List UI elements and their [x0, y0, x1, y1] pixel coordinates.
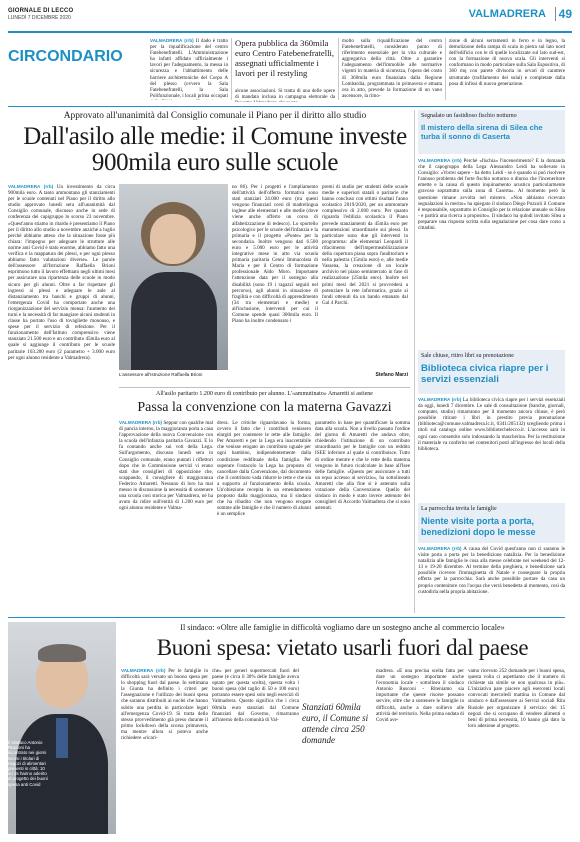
sidebar-item3-header	[418, 503, 565, 543]
dateline: VALMADRERA (rrb)	[119, 420, 163, 425]
sidebar-item2-header	[418, 350, 565, 394]
gavazzi-col2: drera. Le critiche riguardavano la forma, ovvero il fatto che i contributi venissero elargiti per contenere le rette alle famiglie. Per Amaretti e per la Lega era inaccettabile che venisse erogato un contributo uguale per ogni bambino, indipendentemente dalla condizione reddituale della famiglia. Per superare l'ostacolo la Lega ha proposto di cancellare dalla Convenzione, dal documento che il contributo vada ridurre le rette e che sia a supporto al funzionamento della scuola. Un'obiezione recepita in un emendamento proposto dalla maggioranza, ma il sindaco che ha ribadito che non vengono erogate somme alle famiglie e che il numero di alunni è un semplice	[217, 420, 311, 518]
pull-quote: Stanziati 60mila euro, il Comune si attende circa 250 domande	[302, 702, 369, 745]
sindaco-photo-caption: Il sindaco Antonio Rusconi ha incontrato nei giorni scorsi i titolari di negozi di alimentari presenti in città: 10 su 15 hanno aderito al progetto dei buoni spesa anti Covid	[8, 740, 48, 787]
top-story-col3: alcune associazioni. Si tratta di una delle opere di mandato inclusa in campagna elettorale da	[235, 88, 335, 101]
sidebar-divider	[414, 110, 415, 613]
dateline: VALMADRERA (rrb)	[8, 184, 54, 189]
section-name: VALMADRERA	[468, 8, 546, 20]
bottom-story-col1: VALMADRERA (rrb) Per le famiglie in difficoltà sarà versato un buono spesa per lo shopping fuori dal paese. In settimana la Giunta ha definito i criteri per l'assegnazione e l'utilizzo dei buoni spesa che saranno distribuiti ai nuclei che hanno subito una perdita in particolare legati all'emergenza Covid-19. Si tratta dello stesso provvedimento già preso durante il primo lockdown della scorsa primavera, ma mentre allora si poteva anche richiedere «ricari-	[121, 668, 208, 742]
sidebar-item3-title: Niente visite porta a porta, benedizioni dopo le messe	[421, 516, 536, 537]
column-divider	[338, 38, 339, 100]
main-story-headline: Dall'asilo alle medie: il Comune investe 900mila euro sulle scuole	[23, 123, 407, 176]
sidebar-item1-title: Il mistero della sirena di Silea che turba il sonno di Caserta	[421, 123, 543, 141]
main-story-overline: Approvato all'unanimità dal Consiglio comunale il Piano per il diritto allo studio	[63, 111, 367, 121]
dateline: VALMADRERA (rrb)	[418, 158, 462, 163]
bottom-story-col4: vamo ricevuto 252 domande per i buoni spesa, questa volta ci aspettiamo che il numero di richieste sia simile se non qualcosa in più». L'iniziativa pare piacere agli esercenti locali convocati mercoledì mattina in Comune dal sindaco e dall'assessore ai Servizi sociali Rita Rusiole per organizzare il servizio: dei 15 negozi che si occupano di vendere alimenti o beni di prima necessità, 10 hanno già dato la loro adesione al progetto.	[468, 668, 565, 729]
portrait-tie	[56, 718, 68, 758]
main-story-col3: premi di studio per studenti delle scuole medie e superiori statali o paritarie che hanno concluso con ottimi risultati l'anno scolastico 2019/2020, per un ammontare complessivo di 2.000 euro. Per quanto riguarda l'edilizia scolastica il Piano prevede stanziamenti da 45mila euro per manutenzioni straordinarie sui plessi. In particolare sono due gli interventi in programma: alle elementari Leopardi il rifacimento dell'impermeabilizzazione della copertura piana sopra l'auditorium e nella palestra (15mila euro) e, alle medie Vassena, la creazione di un locale archivio nel piano seminterrato in fase di realizzazione (25mila euro). Inoltre nei primi mesi del 2021 si provvederà a potenziare la rete informatica, grazie ai fondi ottenuti da un bando emanato dal Gal 4 Parchi.	[322, 184, 408, 306]
sindaco-photo	[8, 622, 116, 834]
page-number: 49	[555, 7, 572, 21]
portrait-body	[131, 272, 217, 370]
assessore-photo-caption: L'assessore all'Istruzione Raffaella Brioni	[119, 372, 203, 377]
main-story-col2: no 86). Per i progetti e l'ampliamento dell'attività dell'offerta formativa sono stati stanziati 24.000 euro (tra questi vengono finanziati corsi di madrelingua inglese alle elementari e alle medie (dove viene anche offerto un corso di alfabetizzazione di tedesco). Lo sportello psicologico per le scuole dell'infanzia e la primaria e il progetto «Ponte» per la secondaria. Inoltre vengono dati 6.500 euro e 5.000 euro per le attività integrative mese in atto via scuola primaria paritaria Cenni Immacolata di Maria e per il Centro di formazione professionale Aldo Moro. Importante l'attenzione data per il sostegno alla disabilità (sono 19 i ragazzi seguiti nel percorso), agli alunni in situazione di fragilità e con difficoltà di apprendimento (34 tra elementari e medie) e all'inclusione, interventi per cui il Comune spende quasi 300mila euro. Il Piano ha inoltre condensato i	[232, 184, 318, 325]
section-rule	[8, 106, 565, 107]
column-divider	[445, 38, 446, 100]
portrait-hair	[38, 644, 86, 662]
section-rule	[8, 617, 565, 618]
dateline: VALMADRERA (rrb)	[121, 668, 166, 673]
masthead-rule	[8, 31, 572, 33]
dateline: VALMADRERA (rrb)	[150, 38, 194, 43]
story-rule	[119, 387, 410, 388]
bottom-story-overline: Il sindaco: «Oltre alle famiglie in difficoltà vogliamo dare un sostegno anche al commercio locale»	[180, 623, 505, 632]
sidebar-item1-header	[418, 110, 565, 154]
dateline: VALMADRERA (rrb)	[418, 397, 462, 402]
sidebar-item2-kicker: Sale chiuse, ritiro libri su prenotazione	[421, 353, 514, 359]
bottom-story-col2: che» per generi supermercati fuori del paese (e circa il 30% delle famiglie aveva optato per questa scelta), questa volta i buoni spesa (del taglio di 50 e 100 euro) potranno essere spesi solo negli esercizi di Valmadrera. Questo significa che i circa 60mila euro stanziati dal Comune finanziati dal Governo, rimarranno all'interno della comunità di Val-	[212, 668, 299, 723]
circondario-block	[8, 34, 148, 84]
gavazzi-overline: All'asilo paritario 1.200 euro di contributo per alunno. L'«ammutinato» Amaretti si astiene	[156, 391, 373, 397]
gavazzi-col3: parametro in base per quantificare la somma data alla scuola. Non a livello passato l'ordine del giorno di Amaretti che andava oltre, chiedendo l'istituzione di un contributo straordinario per le famiglie con un reddito ISEE inferiore al quale si contribuisce. Tutto di ordine mentre e che le rette della materna vengono in futuro ricalcolate in base all'Isee delle famiglie. «Questo per assicurare a tutti un equo accesso al servizio», ha sottolineato Amaretti che alla fine si è astenuto sulla votazione della Convenzione. Quello del sindaco in modo è stato invece astenuto dei consiglieri di Accordo Valmadrera che si sono astenuti.	[315, 420, 410, 512]
sidebar-item2-title: Biblioteca civica riapre per i servizi essenziali	[421, 363, 549, 385]
assessore-photo	[119, 184, 228, 370]
bottom-story-col3: madrera. «È una precisa scelta fatta per dare un sostegno importante anche l'economia locale - sottolinea il sindaco Antonio Rusconi - Riteniamo sia importante che queste risorse possano servire, oltre che a sostenere le famiglie in difficoltà, anche a dare sollievo alle attività del territorio. Nella prima ondata di Covid ave-	[376, 668, 464, 723]
dateline: VALMADRERA (rrb)	[418, 546, 462, 551]
main-story-col1: VALMADRERA (rrb) Un investimento da circa 900mila euro. A tanto ammontano gli stanziamenti per le scuole contenuti nel Piano per il diritto allo studio approvato lunedì sera all'unanimità dal Consiglio comunale, discusso anche in sede di conferenza dei capigruppo lo scorso 23 novembre. «Quest'anno stiamo in ritardo è presentiamo il Piano per il diritto allo studio a novembre anziché a luglio perché abbiamo atteso che la situazione fosse più chiara: l'impegno per adeguare le strutture alle norme anti Covid è stato enorme, abbiamo fatto una verifica e la mappatura dei plessi, e per ogni plesso abbiamo fatto valutazioni diverse». Le parole dell'assessore all'Istruzione Raffaella Brioni esprimono tutto il lavoro effettuato negli ultimi mesi per assicurare una ripartenza delle scuole in modo sicuro per gli alunni. Oltre a far rispettare gli ingressi ai plessi e adeguare le aule al distanziamento tra banchi e gruppi di alunni, l'emergenza Covid ha comportato anche una riorganizzazione del servizio mensa: l'aumento dei turni e la necessità di far mangiare alcuni studenti in classe ha portato l'uso di tovagliette monouso, e spese per il servizio di refezione. Per il funzionamento dell'Istituto comprensivo viene stanziato 21.500 euro e un contributo 45mila euro al quale si aggiunge il contributo per le scuole paritarie 103.200 euro (2 parametro + 3.000 euro per ogni alunno residente a Valmadrera).	[8, 184, 115, 361]
gavazzi-headline: Passa la convenzione con la materna Gavazzi	[137, 400, 392, 415]
top-story-lead: VALMADRERA (rrb) Il dado è tratto per la riqualificazione del centro Fatebenefratelli. L'Amministrazione ha infatti affidato ufficialmente i lavori per l'adeguamento, la messa in sicurezza e l'abbattimento delle barriere architettoniche del Corpo A del plesso (ovvero la Sala Fatebenefratelli, la Sala Polifunzionale, i locali prima occupati	[150, 38, 228, 99]
column-divider	[231, 38, 232, 100]
publication-date: LUNEDÌ 7 DICEMBRE 2020	[8, 15, 71, 21]
sidebar-item1-body: VALMADRERA (rrb) Perché «fischia» l'incenerimento? È la domanda che il capogruppo della Lega Alessandro Leidi ha sollevato in Consiglio: «Vorrei sapere - ha detto Leidi - se è quando si può risolvere l'annoso problema del forte fischio notturno o diurno che l'inceneritore emette e la causa di questo inquinamento acustico particolarmente gravoso soprattutto sulla zona di Caserta». Al momento però la questione rimane avvolta nel mistero. «Non abbiamo ricevuto segnalazioni in merito» ha spiegato il sindaco Diego Pozzoli il Comune è responsabile, soprattutto in Consiglio per la relazione annuale su Silea - e partirà una ricerca a proposito». Il sindaco ha quindi invitato Silea a preparare una risposta scritta sulla segnalazione per cosa dare corso a cittadini.	[418, 158, 565, 232]
section-label: CIRCONDARIO	[8, 48, 123, 65]
publication-name: GIORNALE DI LECCO	[8, 8, 74, 14]
top-story-col4: molto sulla riqualificazione del centro Fatebenefratelli, considerato punto di riferimento essenziale per la vita culturale e aggregativa della città. Oltre a garantire l'adeguamento dell'immobile alle normative vigenti in materia di sicurezza, l'opera del costo di 360mila euro finanziata dalla Regione Lombardia, programmata in primavera e attuata ora in atto, prevede la formazione di un vano ascensore, la rimo-	[342, 38, 442, 99]
top-story-col5: zione di alcuni serramenti in ferro e in legno, la demolizione della rampa di scala in pietra sul lato nord dell'edificio con le di quelle localizzate sul lato sud-est, con la formazione di nuova scala. Gli interventi si conformano in modo particolare sulla Sala Espositiva, di 360 mq con parete divisoria in orvari di carattere strutturale (trafilamento dei solai) e completate dalla posa di infissi di nuova generazione.	[449, 38, 565, 87]
top-story-headline: Opera pubblica da 360mila euro Centro Fatebenefratelli, assegnati ufficialmente i lavori per il restyling	[235, 38, 335, 78]
sidebar-item2-body: VALMADRERA (rrb) La biblioteca civica riapre per i servizi essenziali da oggi, lunedì 7 dicembre. Le sale di consultazione (banche, giornali, computer, studio) rimarranno per il momento ancora chiuse, è però possibile ritirare i libri in prestito previa prenotazione (biblioteca@comune.valmadrera.lc.it, 0341/205132) scegliendo prima i titoli sul catalogo online www.bibliotechelecco.it. L'accesso sarà in ogni caso consentito solo indossando la mascherina. Per la restituzione il materiale va conferito nei contenitori posti all'ingresso dei locali della biblioteca.	[418, 397, 565, 452]
sidebar-item3-body: VALMADRERA (rrb) A causa del Covid quest'anno non ci saranno le visite porta a porta per la benedizione natalizia. Per la benedizione natalizia alle famiglie le cosa alla messe celebrate nei weekend del 12-13 e 19-20 dicembre. Al termine della preghiera, e benedizione sarà possibile ricevere l'immaginetta di Natale e consegnare la propria offerta per la parrocchia. Sarà anche possibile portare da casa un proprio contenitore con l'acqua che verrà benedetta al momento, così da custodirla nella propria abitazione.	[418, 546, 565, 595]
portrait-face	[150, 214, 196, 264]
sidebar-item3-kicker: La parrocchia invita le famiglie	[421, 506, 497, 512]
sidebar-item1-kicker: Segnalato un fastidioso fischio notturno	[421, 113, 517, 119]
masthead	[8, 0, 572, 32]
bottom-story-headline: Buoni spesa: vietato usarli fuori dal paese	[156, 635, 529, 660]
main-story-byline: Stefano Marzi	[375, 372, 408, 378]
gavazzi-col1: VALMADRERA (rrb) Seppur con qualche mal di pancia interno, la maggioranza porta a casa l'approvazione della nuova Convenzione con la scuola dell'infanzia paritaria Gavazzi. E lo fa contando anche sui voti della Lega. Sull'argomento, discusso lunedì sera in Consiglio comunale, erano puntati i riflettori dopo che in Commissione servizi vi erano stati due consiglieri di opposizione che, scappando, il consigliere di maggioranza Federico Amaretti. Nessuno di loro ha mai messo in discussione la necessità di sostenere una scuola così storica per Valmadrera, né ha avuto da ridire sull'entità di 1.200 euro per ogni alunno residente e Valma-	[119, 420, 213, 512]
